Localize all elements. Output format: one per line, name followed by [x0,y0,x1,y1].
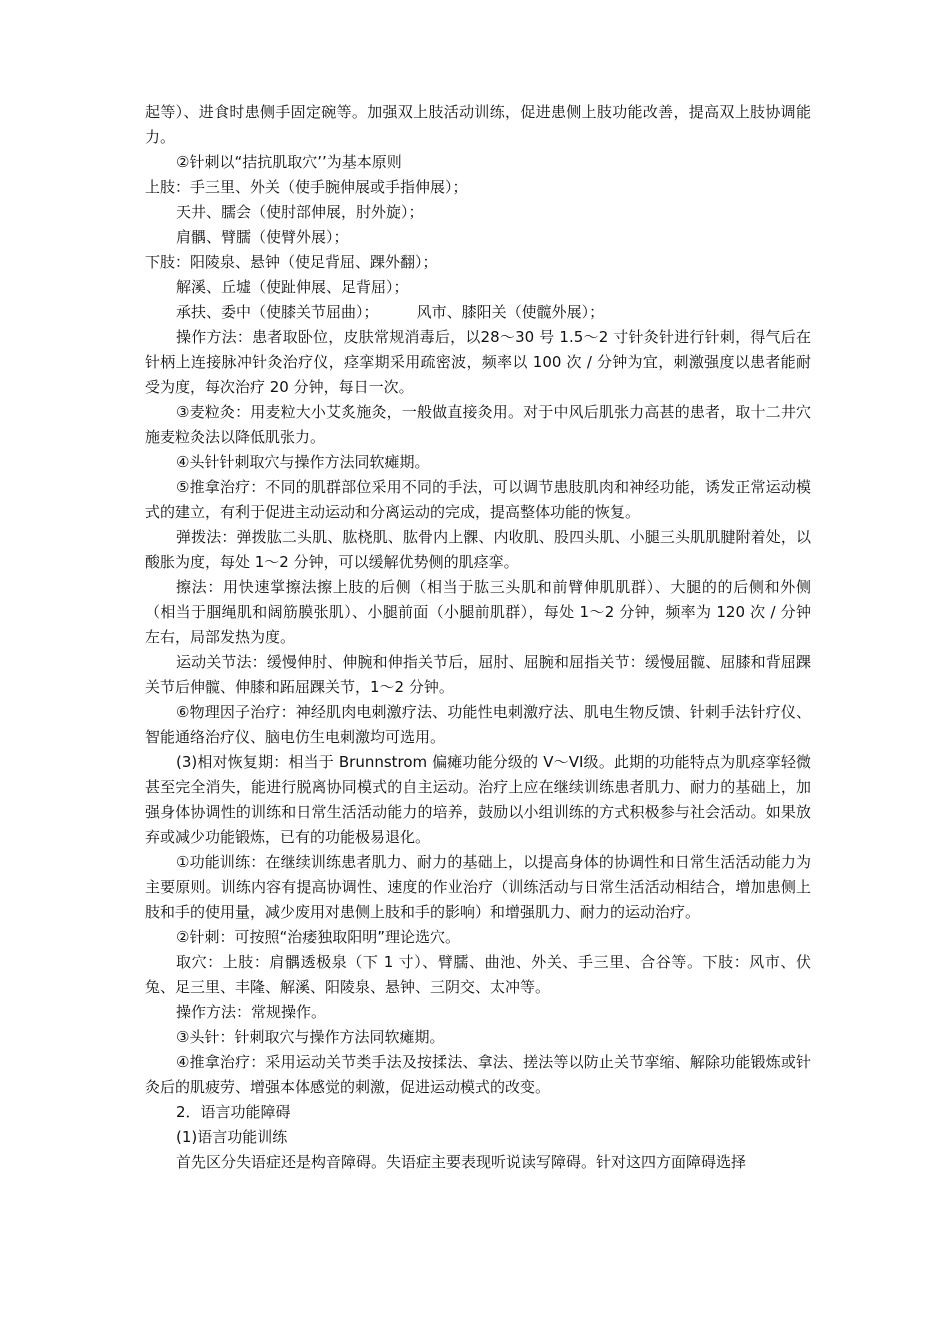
paragraph-18: ①功能训练：在继续训练患者肌力、耐力的基础上，以提高身体的协调性和日常生活活动能力为主要原则。训练内容有提高协调性、速度的作业治疗（训练活动与日常生活活动相结合，增加患侧上肢和手的使用量，减少废用对患侧上肢和手的影响）和增强肌力、耐力的运动治疗。 [145,853,811,921]
paragraph-19: ②针刺：可按照“治痿独取阳明”理论选穴。 [176,928,460,946]
paragraph-23: ④推拿治疗：采用运动关节类手法及按揉法、拿法、搓法等以防止关节挛缩、解除功能锻炼或针灸后的肌疲劳、增强本体感觉的刺激，促进运动模式的改变。 [145,1053,811,1096]
paragraph-16: ⑥物理因子治疗：神经肌肉电刺激疗法、功能性电刺激疗法、肌电生物反馈、针刺手法针疗仪、智能通络治疗仪、脑电仿生电刺激均可选用。 [145,703,811,746]
paragraph-1: 起等）、进食时患侧手固定碗等。加强双上肢活动训练，促进患侧上肢功能改善，提高双上肢协调能力。 [145,103,811,146]
paragraph-6: 下肢：阳陵泉、悬钟（使足背屈、踝外翻）； [145,253,438,271]
paragraph-26: 首先区分失语症还是构音障碍。失语症主要表现听说读写障碍。针对这四方面障碍选择 [176,1153,747,1171]
paragraph-13: 弹拨法：弹拨肱二头肌、肱桡肌、肱骨内上髁、内收肌、股四头肌、小腿三头肌肌腱附着处，以酸胀为度，每处 1～2 分钟，可以缓解优势侧的肌痉挛。 [145,528,811,571]
paragraph-5: 肩髃、臂臑（使臂外展）； [176,228,349,246]
paragraph-14: 擦法：用快速掌擦法擦上肢的后侧（相当于肱三头肌和前臂伸肌肌群）、大腿的的后侧和外侧（相当于腘绳肌和阔筋膜张肌）、小腿前面（小腿前肌群），每处 1～2 分钟，频率为 120 次 / 分钟左右，局部发热为度。 [145,578,811,646]
paragraph-8: 承扶、委中（使膝关节屈曲）； 风市、膝阳关（使髋外展）； [176,303,605,321]
paragraph-11: ④头针针刺取穴与操作方法同软瘫期。 [176,453,430,471]
section-heading: 2．语言功能障碍 [176,1103,291,1121]
paragraph-10: ③麦粒灸：用麦粒大小艾炙施灸，一般做直接灸用。对于中风后肌张力高甚的患者，取十二井穴施麦粒灸法以降低肌张力。 [145,403,811,446]
document-body [145,100,811,1175]
paragraph-9: 操作方法：患者取卧位，皮肤常规消毒后，以28～30 号 1.5～2 寸针灸针进行针刺，得气后在针柄上连接脉冲针灸治疗仪，痉挛期采用疏密波，频率以 100 次 / 分钟为宜，刺激强度以患者能耐受为度，每次治疗 20 分钟，每日一次。 [145,328,811,396]
paragraph-22: ③头针：针刺取穴与操作方法同软瘫期。 [176,1028,445,1046]
paragraph-15: 运动关节法：缓慢伸肘、伸腕和伸指关节后，屈肘、屈腕和屈指关节：缓慢屈髋、屈膝和背屈踝关节后伸髋、伸膝和跖屈踝关节，1～2 分钟。 [145,653,811,696]
paragraph-3: 上肢：手三里、外关（使手腕伸展或手指伸展）； [145,178,468,196]
paragraph-2: ②针刺以“拮抗肌取穴’’为基本原则 [176,153,402,171]
paragraph-17: (3)相对恢复期：相当于 Brunnstrom 偏瘫功能分级的 V～VI级。此期的功能特点为肌痉挛轻微甚至完全消失，能进行脱离协同模式的自主运动。治疗上应在继续训练患者肌力、耐力的基础上，加强身体协调性的训练和日常生活活动能力的培养，鼓励以小组训练的方式积极参与社会活动。如果放弃或减少功能锻炼，已有的功能极易退化。 [145,753,811,846]
paragraph-20: 取穴：上肢：肩髃透极泉（下 1 寸）、臂臑、曲池、外关、手三里、合谷等。下肢：风市、伏兔、足三里、丰隆、解溪、阳陵泉、悬钟、三阴交、太冲等。 [145,953,811,996]
subsection-heading: (1)语言功能训练 [176,1128,288,1146]
paragraph-21: 操作方法：常规操作。 [176,1003,327,1021]
paragraph-12: ⑤推拿治疗：不同的肌群部位采用不同的手法，可以调节患肢肌肉和神经功能，诱发正常运动模式的建立，有利于促进主动运动和分离运动的完成，提高整体功能的恢复。 [145,478,811,521]
paragraph-7: 解溪、丘墟（使趾伸展、足背屈）； [176,278,409,296]
paragraph-4: 天井、臑会（使肘部伸展，肘外旋）； [176,203,424,221]
